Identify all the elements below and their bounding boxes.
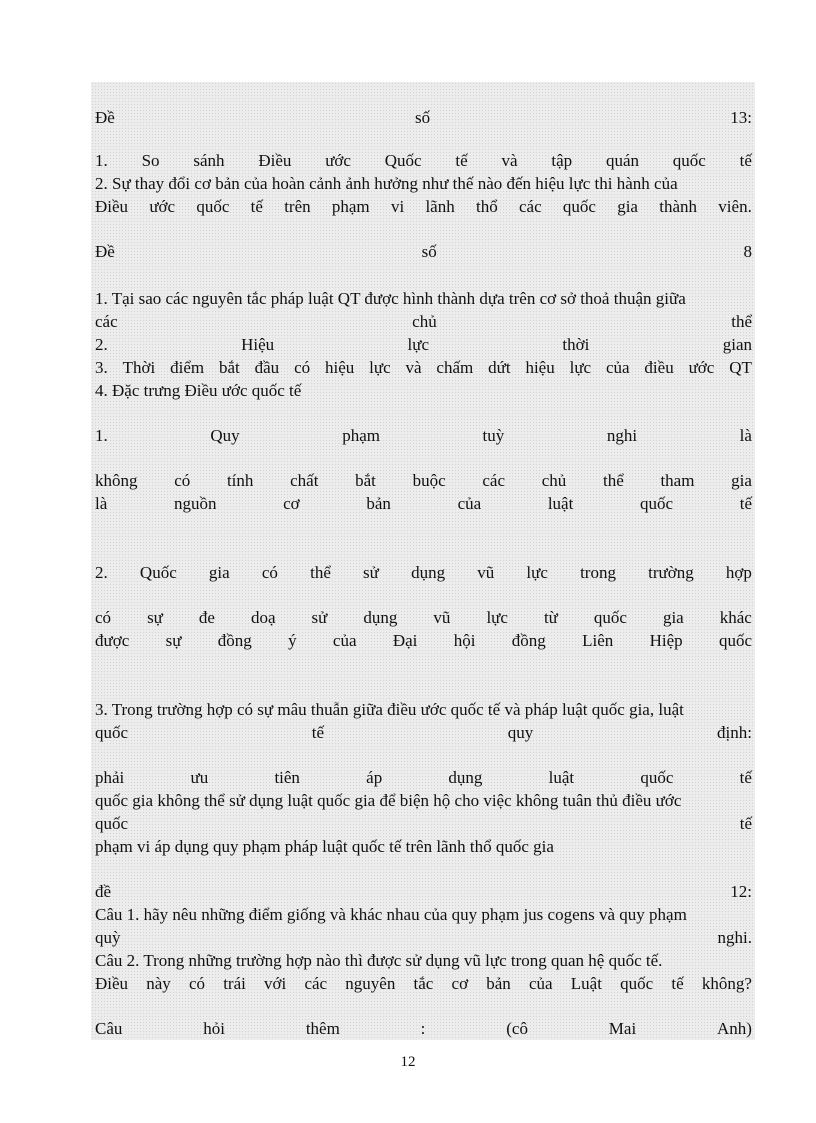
text-line xyxy=(95,904,752,926)
text-word: viên. xyxy=(718,197,752,216)
text-word: Câu xyxy=(95,1019,123,1038)
text-word: dụng xyxy=(411,563,446,582)
text-word: quốc xyxy=(672,151,706,170)
text-word: được xyxy=(95,631,130,650)
text-word: có xyxy=(188,974,206,993)
text-word: định: xyxy=(717,723,752,742)
text-word: có xyxy=(95,608,112,627)
text-word: dụng xyxy=(448,768,483,787)
text-word: số xyxy=(421,242,437,261)
text-word: : xyxy=(420,1019,426,1038)
text-word: đề xyxy=(95,882,112,901)
text-word: các xyxy=(304,974,328,993)
text-word: tiên xyxy=(274,768,300,787)
text-word: điểm xyxy=(170,358,205,377)
text-word: khác xyxy=(719,608,752,627)
text-word: quốc xyxy=(196,197,230,216)
text-word: của xyxy=(457,494,482,513)
text-word: bản xyxy=(366,494,391,513)
text-word: có xyxy=(294,358,311,377)
text-word: sự xyxy=(165,631,182,650)
text-word: các xyxy=(482,471,506,490)
text-word: 2. xyxy=(95,335,108,354)
text-word: chất xyxy=(290,471,319,490)
text-word: luật xyxy=(547,494,574,513)
text-line xyxy=(95,813,752,835)
text-word: này xyxy=(146,974,171,993)
text-word: Quốc xyxy=(139,563,177,582)
text-word: đồng xyxy=(217,631,252,650)
text-line xyxy=(95,357,752,379)
text-word: 3. Trong trường hợp có sự mâu thuẫn giữa điều ước quốc tế và pháp luật quốc gia, luật xyxy=(95,700,684,719)
text-word: và xyxy=(405,358,422,377)
text-word: lực xyxy=(526,563,548,582)
text-word: quốc xyxy=(620,974,654,993)
text-word: (cô xyxy=(506,1019,528,1038)
text-word: tế xyxy=(250,197,263,216)
text-word: Luật xyxy=(570,974,602,993)
text-word: tắc xyxy=(413,974,434,993)
text-word: lực xyxy=(407,335,430,354)
text-line xyxy=(95,630,752,652)
text-line xyxy=(95,196,752,218)
text-word: trường xyxy=(648,563,694,582)
text-word: Đề xyxy=(95,108,115,127)
text-word: quốc xyxy=(95,814,129,833)
text-word: nghi. xyxy=(717,928,752,947)
text-word: bắt xyxy=(218,358,240,377)
text-word: nguyên xyxy=(345,974,396,993)
text-word: Anh) xyxy=(717,1019,752,1038)
text-line xyxy=(95,836,752,858)
text-word: tham xyxy=(660,471,695,490)
text-word: quỳ xyxy=(95,928,121,947)
text-word: gia xyxy=(731,471,752,490)
text-word: bản xyxy=(486,974,511,993)
text-word: phạm xyxy=(342,426,380,445)
text-word: của xyxy=(529,974,553,993)
text-word: cơ xyxy=(283,494,300,513)
text-word: Điều xyxy=(95,197,129,216)
text-line xyxy=(95,288,752,310)
text-line xyxy=(95,150,752,172)
text-word: số xyxy=(414,108,431,127)
text-word: đầu xyxy=(254,358,280,377)
text-line xyxy=(95,311,752,333)
text-word: sự xyxy=(147,608,163,627)
text-word: ước xyxy=(688,358,715,377)
text-word: quy xyxy=(507,723,534,742)
text-word: thành xyxy=(659,197,698,216)
text-word: quốc xyxy=(640,494,674,513)
text-word: ước xyxy=(149,197,176,216)
text-word: sánh xyxy=(193,151,225,170)
text-word: luật xyxy=(548,768,575,787)
text-word: gia xyxy=(662,608,684,627)
text-line xyxy=(95,562,752,584)
text-word: có xyxy=(261,563,278,582)
text-word: quốc gia không thể sử dụng luật quốc gia để biện hộ cho việc không tuân thủ điều ước xyxy=(95,791,682,810)
text-word: 2. Sự thay đổi cơ bản của hoàn cảnh ảnh hưởng như thế nào đến hiệu lực thi hành của xyxy=(95,174,678,193)
text-word: quán xyxy=(605,151,639,170)
text-word: từ xyxy=(543,608,558,627)
text-line xyxy=(95,973,752,995)
text-line xyxy=(95,607,752,629)
text-word: phạm vi áp dụng quy phạm pháp luật quốc tế trên lãnh thổ quốc gia xyxy=(95,837,554,856)
text-word: thể xyxy=(731,312,752,331)
text-word: không xyxy=(95,471,138,490)
text-word: tế xyxy=(311,723,325,742)
text-word: các xyxy=(95,312,118,331)
text-word: buộc xyxy=(412,471,446,490)
text-word: gia xyxy=(617,197,638,216)
text-word: nghi xyxy=(606,426,638,445)
text-word: phạm xyxy=(331,197,370,216)
text-word: và xyxy=(501,151,518,170)
text-word: là xyxy=(739,426,752,445)
text-line xyxy=(95,241,752,263)
text-word: vũ xyxy=(477,563,495,582)
text-word: tế xyxy=(739,494,752,513)
text-word: áp xyxy=(366,768,383,787)
text-word: quốc xyxy=(562,197,596,216)
text-line xyxy=(95,722,752,744)
text-word: tế xyxy=(455,151,468,170)
text-word: dụng xyxy=(363,608,398,627)
text-word: hiệu xyxy=(525,358,555,377)
text-line xyxy=(95,493,752,515)
text-line xyxy=(95,107,752,129)
text-line xyxy=(95,425,752,447)
text-word: lực xyxy=(569,358,592,377)
text-word: Đại xyxy=(392,631,418,650)
text-line xyxy=(95,334,752,356)
text-word: Điều xyxy=(258,151,292,170)
text-word: hợp xyxy=(725,563,752,582)
text-word: Câu 1. hãy nêu những điểm giống và khác nhau của quy phạm jus cogens và quy phạm xyxy=(95,905,687,924)
text-word: điều xyxy=(644,358,674,377)
text-word: 4. Đặc trưng Điều ước quốc tế xyxy=(95,381,302,400)
text-word: quốc xyxy=(593,608,627,627)
text-word: dứt xyxy=(488,358,511,377)
text-word: So xyxy=(141,151,160,170)
text-word: vũ xyxy=(433,608,451,627)
text-word: gian xyxy=(722,335,752,354)
text-word: ước xyxy=(325,151,351,170)
text-word: quốc xyxy=(95,723,129,742)
text-word: tế xyxy=(671,974,684,993)
text-word: tế xyxy=(739,814,752,833)
text-word: Quy xyxy=(210,426,240,445)
text-word: vi xyxy=(390,197,405,216)
text-word: với xyxy=(264,974,287,993)
text-word: trên xyxy=(284,197,311,216)
text-word: của xyxy=(605,358,630,377)
text-word: nguồn xyxy=(173,494,217,513)
text-word: thời xyxy=(562,335,590,354)
text-word: Liên xyxy=(582,631,614,650)
text-line xyxy=(95,790,752,812)
text-word: hội xyxy=(453,631,476,650)
text-word: trái xyxy=(223,974,246,993)
text-word: 3. xyxy=(95,358,108,377)
text-word: Điều xyxy=(95,974,129,993)
text-word: Câu 2. Trong những trường hợp nào thì được sử dụng vũ lực trong quan hệ quốc tế. xyxy=(95,951,663,970)
text-word: tế xyxy=(739,768,752,787)
text-word: sử xyxy=(363,563,379,582)
text-line xyxy=(95,173,752,195)
text-word: tính xyxy=(226,471,254,490)
text-word: của xyxy=(332,631,357,650)
text-word: 2. xyxy=(95,563,108,582)
text-word: Quốc xyxy=(384,151,422,170)
text-word: thêm xyxy=(305,1019,340,1038)
text-word: chủ xyxy=(412,312,437,331)
text-word: Đề xyxy=(95,242,115,261)
text-word: hỏi xyxy=(203,1019,225,1038)
page-number: 12 xyxy=(400,1054,416,1070)
text-line xyxy=(95,950,752,972)
text-word: 1. Tại sao các nguyên tắc pháp luật QT được hình thành dựa trên cơ sở thoả thuận giữa xyxy=(95,289,686,308)
text-word: hiệu xyxy=(324,358,355,377)
text-word: lãnh xyxy=(425,197,455,216)
text-word: 1. xyxy=(95,426,108,445)
text-word: ý xyxy=(288,631,297,650)
text-line xyxy=(95,699,752,721)
text-line xyxy=(95,881,752,903)
text-word: cơ xyxy=(451,974,469,993)
text-word: Thời xyxy=(122,358,156,377)
text-word: lực xyxy=(369,358,391,377)
text-word: thể xyxy=(310,563,331,582)
text-word: không? xyxy=(701,974,752,993)
text-word: thể xyxy=(602,471,624,490)
text-word: Hiệu xyxy=(241,335,275,354)
text-line xyxy=(95,927,752,949)
text-word: phải xyxy=(95,768,125,787)
text-word: đồng xyxy=(511,631,546,650)
text-word: Mai xyxy=(608,1019,637,1038)
text-word: 12: xyxy=(730,882,752,901)
text-word: quốc xyxy=(640,768,674,787)
text-word: Hiệp xyxy=(649,631,683,650)
text-word: ưu xyxy=(190,768,209,787)
text-word: chủ xyxy=(541,471,567,490)
text-line xyxy=(95,1018,752,1040)
text-line xyxy=(95,767,752,789)
text-word: bắt xyxy=(355,471,376,490)
text-word: doạ xyxy=(250,608,276,627)
text-line xyxy=(95,470,752,492)
text-word: tuỳ xyxy=(482,426,505,445)
text-word: đe xyxy=(198,608,215,627)
text-line xyxy=(95,380,752,402)
text-word: các xyxy=(518,197,542,216)
text-word: 13: xyxy=(730,108,752,127)
text-word: là xyxy=(95,494,108,513)
text-word: thổ xyxy=(475,197,498,216)
text-word: tế xyxy=(739,151,752,170)
text-word: trong xyxy=(580,563,616,582)
text-word: 1. xyxy=(95,151,108,170)
text-word: chấm xyxy=(436,358,474,377)
text-word: quốc xyxy=(718,631,752,650)
text-word: 8 xyxy=(743,242,752,261)
text-word: gia xyxy=(208,563,230,582)
text-word: sử xyxy=(311,608,328,627)
text-word: tập xyxy=(551,151,573,170)
text-word: lực xyxy=(486,608,508,627)
text-word: có xyxy=(174,471,191,490)
text-word: QT xyxy=(729,358,752,377)
